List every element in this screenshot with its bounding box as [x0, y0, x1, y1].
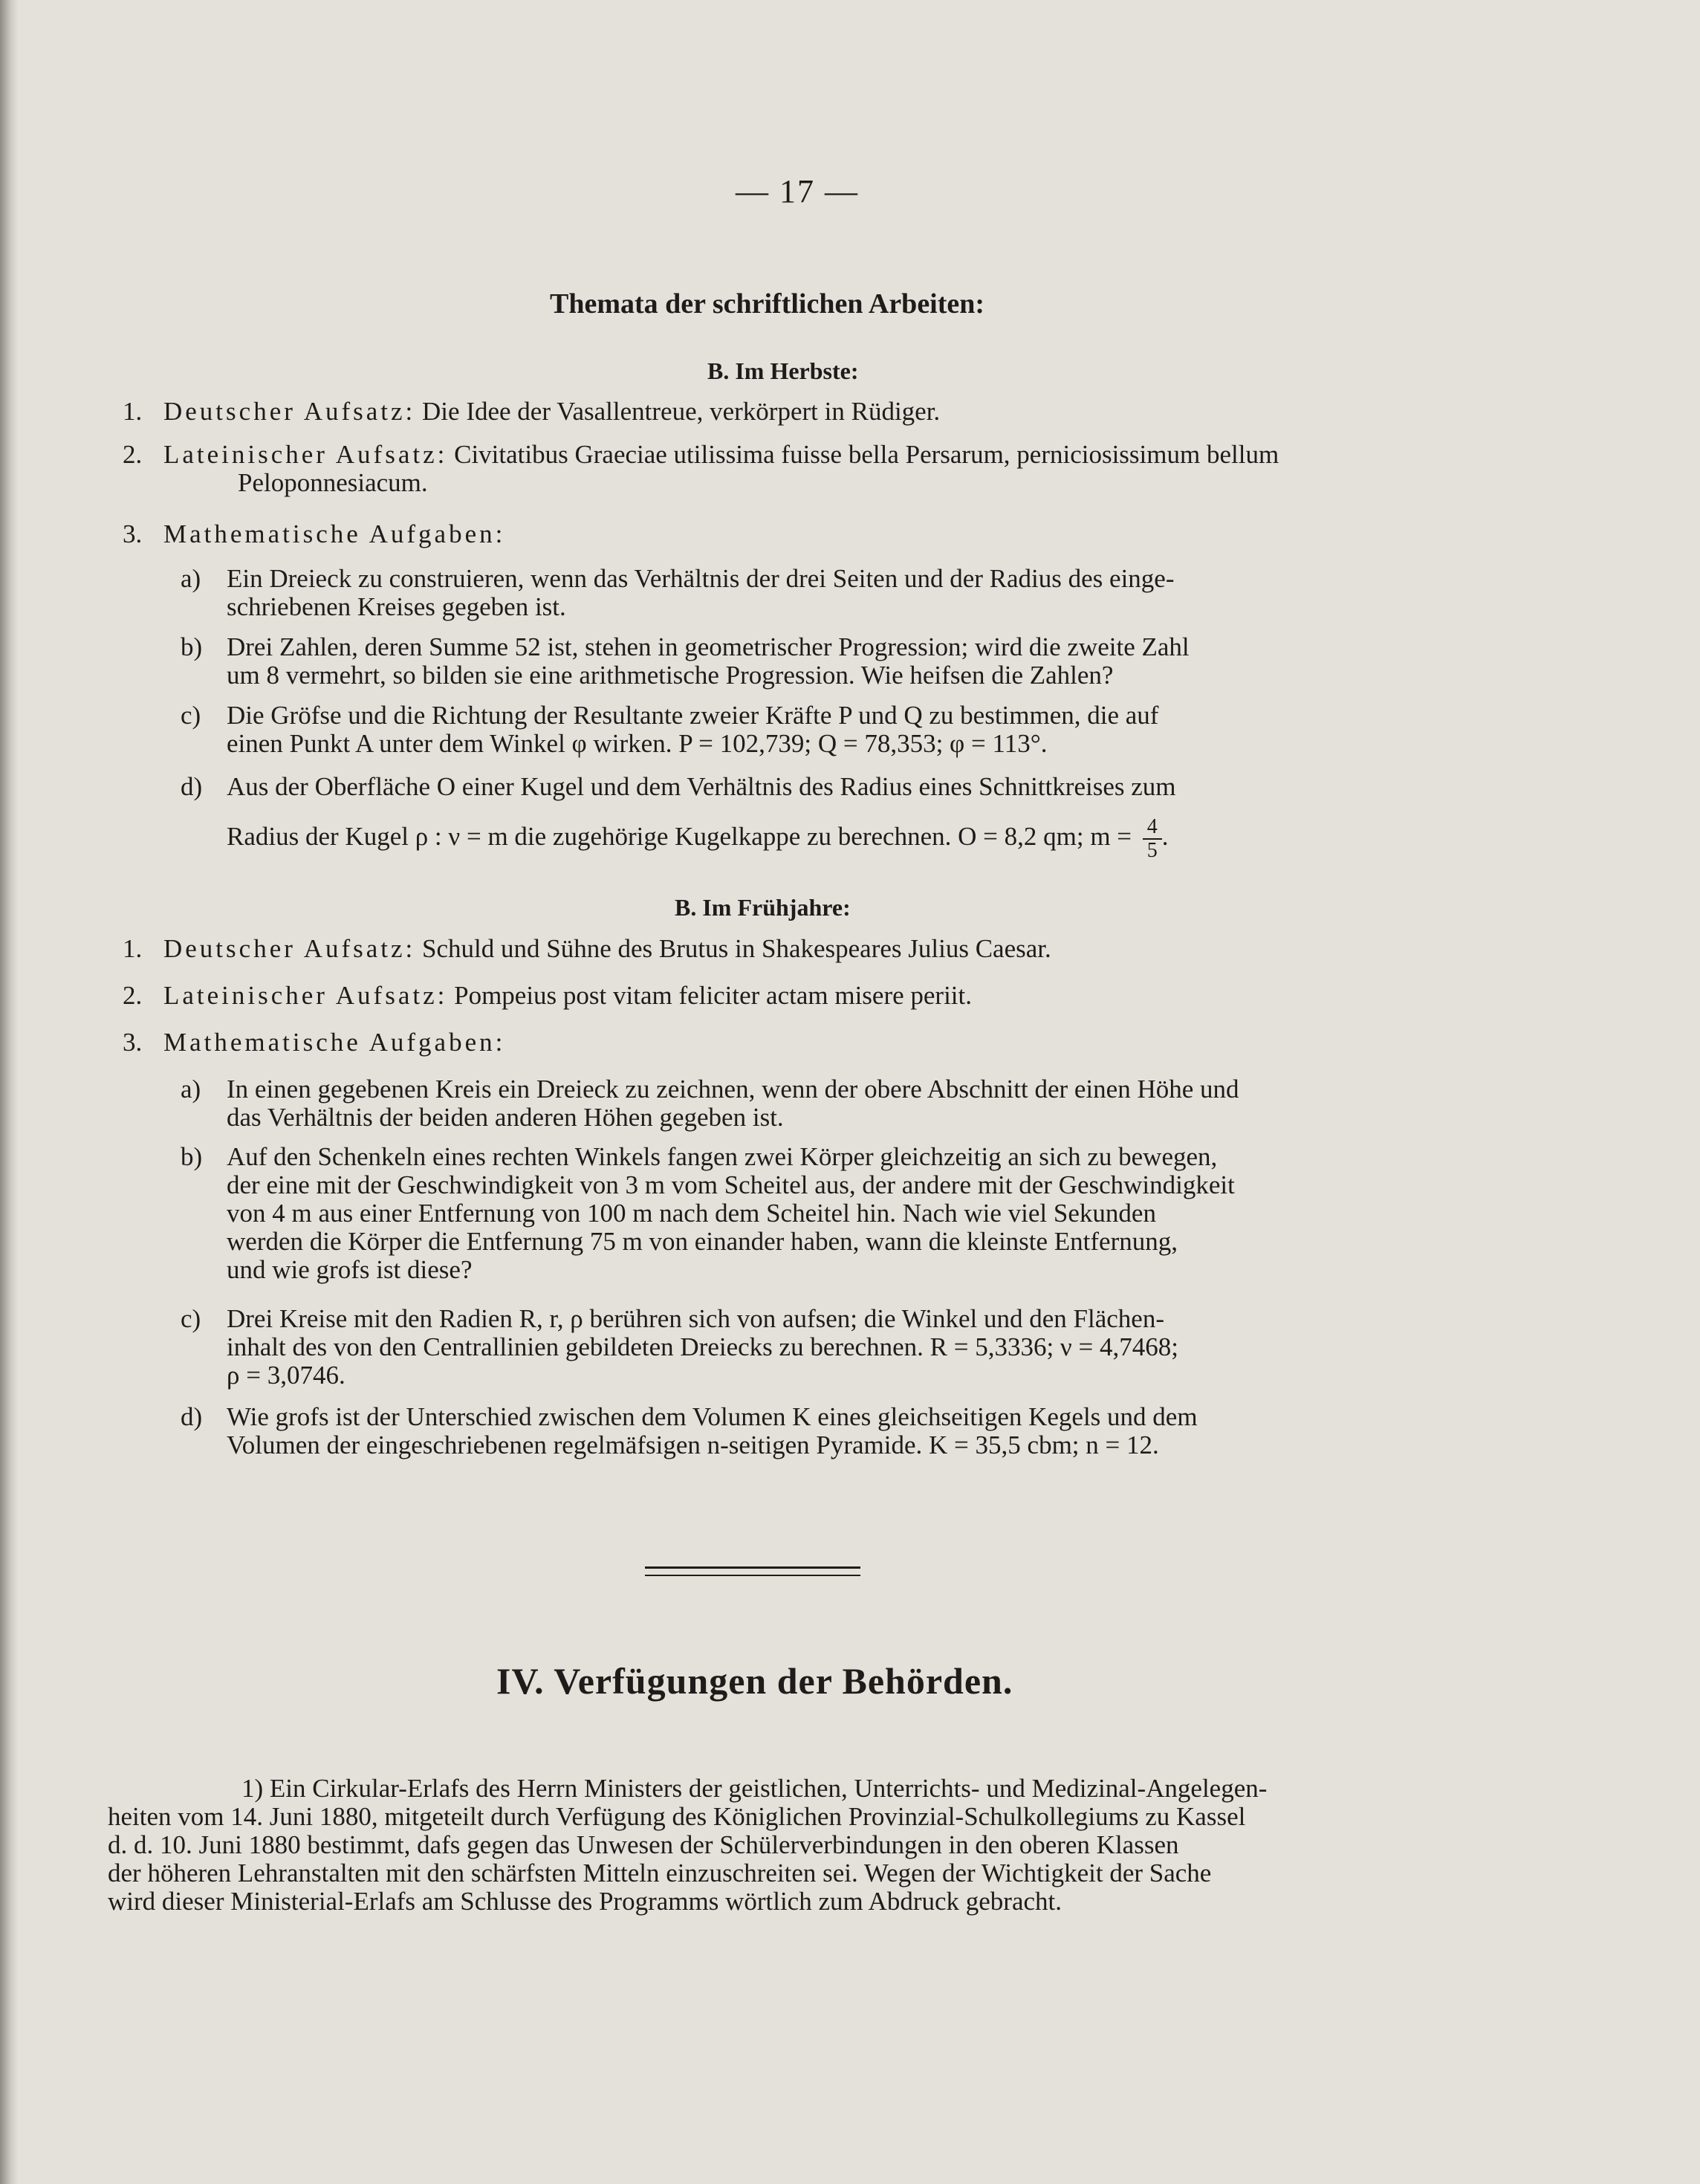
- task-line: Auf den Schenkeln eines rechten Winkels fangen zwei Körper gleichzeitig an sich zu bewegen,: [227, 1142, 1218, 1171]
- item-number: 3.: [123, 1028, 143, 1057]
- spring-item-3: [123, 1028, 1482, 1057]
- item-label: Deutscher Aufsatz:: [163, 934, 416, 963]
- autumn-task-b: [181, 632, 1482, 690]
- task-label: d): [181, 772, 203, 801]
- paragraph-line: heiten vom 14. Juni 1880, mitgeteilt durch Verfügung des Königlichen Provinzial-Schulkollegiums zu Kassel: [108, 1802, 1246, 1831]
- task-line: Die Gröfse und die Richtung der Resultante zweier Kräfte P und Q zu bestimmen, die auf: [227, 701, 1159, 730]
- chapter-title: IV. Verfügungen der Behörden.: [496, 1660, 1013, 1702]
- item-label: Deutscher Aufsatz:: [163, 397, 416, 426]
- autumn-item-2: [123, 441, 1482, 497]
- task-line: das Verhältnis der beiden anderen Höhen gegeben ist.: [227, 1103, 784, 1132]
- task-line: werden die Körper die Entfernung 75 m von einander haben, wann die kleinste Entfernung,: [227, 1227, 1178, 1256]
- task-label: c): [181, 701, 201, 730]
- item-label: Lateinischer Aufsatz:: [163, 981, 448, 1010]
- section-divider: [645, 1566, 860, 1576]
- fraction: [1143, 816, 1162, 862]
- task-line: inhalt des von den Centrallinien gebildeten Dreiecks zu berechnen. R = 5,3336; ν = 4,7468;: [227, 1332, 1178, 1361]
- task-line: Aus der Oberfläche O einer Kugel und dem Verhältnis des Radius eines Schnittkreises zum: [227, 772, 1176, 801]
- task-line: ρ = 3,0746.: [227, 1361, 345, 1390]
- binding-shadow: [0, 0, 18, 2184]
- autumn-item-3: [123, 520, 1482, 548]
- autumn-heading: B. Im Herbste:: [707, 357, 859, 384]
- page-number: — 17 —: [736, 173, 859, 210]
- item-number: 1.: [123, 934, 143, 963]
- spring-task-d: [181, 1402, 1482, 1459]
- paragraph-line: d. d. 10. Juni 1880 bestimmt, dafs gegen das Unwesen der Schülerverbindungen in den oberen Klassen: [108, 1830, 1179, 1859]
- spring-heading: B. Im Frühjahre:: [675, 894, 851, 921]
- item-label: Mathematische Aufgaben:: [163, 1028, 506, 1057]
- task-line: schriebenen Kreises gegeben ist.: [227, 592, 566, 621]
- task-line: um 8 vermehrt, so bilden sie eine arithmetische Progression. Wie heifsen die Zahlen?: [227, 661, 1114, 690]
- fraction-numerator: 4: [1143, 816, 1162, 840]
- task-line: Drei Zahlen, deren Summe 52 ist, stehen in geometrischer Progression; wird die zweite Zahl: [227, 632, 1190, 661]
- spring-item-2: [123, 982, 1482, 1010]
- item-number: 2.: [123, 440, 143, 469]
- item-label: Mathematische Aufgaben:: [163, 519, 506, 548]
- item-number: 1.: [123, 397, 143, 426]
- item-label: Lateinischer Aufsatz:: [163, 440, 448, 469]
- task-line-with-fraction: [227, 816, 1482, 862]
- fraction-end: .: [1161, 822, 1169, 852]
- task-label: c): [181, 1304, 201, 1333]
- task-line: von 4 m aus einer Entfernung von 100 m nach dem Scheitel hin. Nach wie viel Sekunden: [227, 1199, 1156, 1228]
- task-line: Wie grofs ist der Unterschied zwischen dem Volumen K eines gleichseitigen Kegels und dem: [227, 1402, 1198, 1431]
- spring-task-a: [181, 1075, 1482, 1132]
- paragraph-line: 1) Ein Cirkular-Erlafs des Herrn Ministers der geistlichen, Unterrichts- und Medizinal-Angelegen-: [241, 1774, 1268, 1803]
- spring-item-1: [123, 935, 1482, 963]
- spring-task-c: [181, 1304, 1482, 1390]
- item-text: Die Idee der Vasallentreue, verkörpert in Rüdiger.: [422, 397, 941, 426]
- autumn-item-1: [123, 398, 1482, 426]
- task-label: a): [181, 564, 201, 593]
- item-text: Civitatibus Graeciae utilissima fuisse bella Persarum, perniciosissimum bellum: [454, 440, 1279, 469]
- item-number: 2.: [123, 981, 143, 1010]
- paragraph-line: der höheren Lehranstalten mit den schärfsten Mitteln einzuschreiten sei. Wegen der Wichtigkeit der Sache: [108, 1859, 1212, 1887]
- section-title: Themata der schriftlichen Arbeiten:: [550, 288, 985, 320]
- paragraph-line: wird dieser Ministerial-Erlafs am Schlusse des Programms wörtlich zum Abdruck gebracht.: [108, 1887, 1062, 1916]
- item-number: 3.: [123, 519, 143, 548]
- task-label: b): [181, 632, 203, 661]
- spring-task-b: [181, 1142, 1482, 1284]
- autumn-task-a: [181, 564, 1482, 621]
- item-text: Pompeius post vitam feliciter actam misere periit.: [454, 981, 972, 1010]
- task-line: Radius der Kugel ρ : ν = m die zugehörige Kugelkappe zu berechnen. O = 8,2 qm; m =: [227, 822, 1132, 852]
- task-line: Volumen der eingeschriebenen regelmäfsigen n-seitigen Pyramide. K = 35,5 cbm; n = 12.: [227, 1430, 1159, 1459]
- task-line: und wie grofs ist diese?: [227, 1255, 473, 1284]
- item-continuation: Peloponnesiacum.: [238, 468, 428, 497]
- task-line: einen Punkt A unter dem Winkel φ wirken. P = 102,739; Q = 78,353; φ = 113°.: [227, 729, 1048, 758]
- fraction-denominator: 5: [1146, 839, 1158, 862]
- decree-paragraph: [108, 1775, 1467, 1916]
- item-text: Schuld und Sühne des Brutus in Shakespeares Julius Caesar.: [422, 934, 1051, 963]
- task-label: b): [181, 1142, 203, 1171]
- task-line: der eine mit der Geschwindigkeit von 3 m vom Scheitel aus, der andere mit der Geschwindigkeit: [227, 1170, 1235, 1199]
- task-line: Drei Kreise mit den Radien R, r, ρ berühren sich von aufsen; die Winkel und den Flächen-: [227, 1304, 1164, 1333]
- autumn-task-d: [181, 772, 1482, 862]
- task-label: a): [181, 1075, 201, 1104]
- task-line: Ein Dreieck zu construieren, wenn das Verhältnis der drei Seiten und der Radius des einge-: [227, 564, 1175, 593]
- task-line: In einen gegebenen Kreis ein Dreieck zu zeichnen, wenn der obere Abschnitt der einen Höhe und: [227, 1075, 1239, 1104]
- autumn-task-c: [181, 701, 1482, 758]
- task-label: d): [181, 1402, 203, 1431]
